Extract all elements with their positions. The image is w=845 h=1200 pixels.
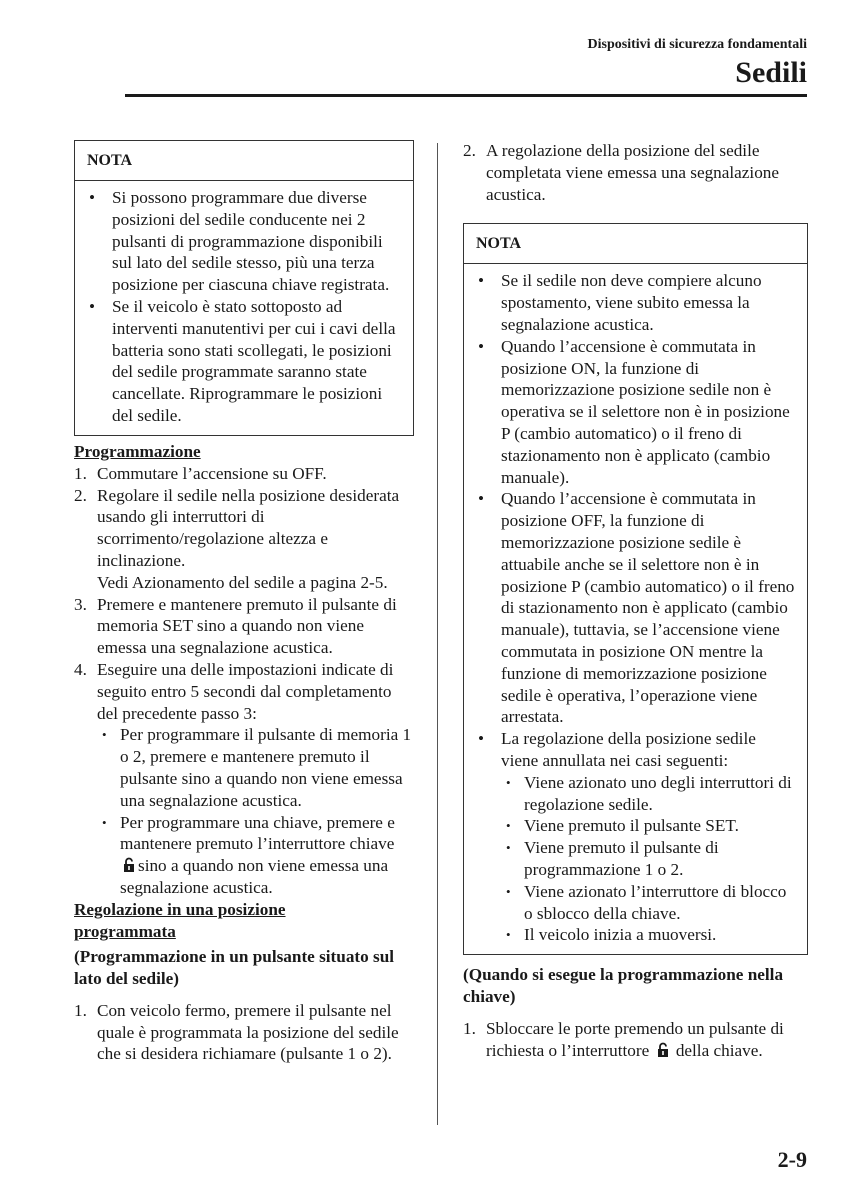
note-item: • La regolazione della posizione sedile viene annullata nei casi seguenti: • Viene azionato uno degli interruttori di regolazione sedile. • Viene premuto il pulsante SET. • Viene premuto il pulsante di programmazione 1 o 2. • Viene azionato l’interruttore di blocco o sblocco della chiave. • Il veicolo inizia a muoversi. xyxy=(476,728,797,946)
sub-bullet-list xyxy=(97,724,414,898)
unlock-icon xyxy=(657,1042,669,1057)
bullet-icon: • xyxy=(506,774,511,790)
bullet-icon: • xyxy=(102,727,107,743)
running-header xyxy=(588,36,807,90)
bullet-icon: • xyxy=(478,729,485,749)
note-item: • Si possono programmare due diverse posizioni del sedile conducente nei 2 pulsanti di programmazione disponibili sul lato del sedile stesso, più una terza posizione per ciascuna chiave registrata. xyxy=(89,188,390,295)
subheading-key-programming: (Quando si esegue la programmazione nella chiave) xyxy=(463,965,784,1007)
step: 1. Commutare l’accensione su OFF. xyxy=(74,463,327,483)
unlock-icon xyxy=(123,857,135,872)
bullet-icon: • xyxy=(478,271,485,291)
bullet-icon: • xyxy=(478,489,485,509)
recall-steps-continued xyxy=(463,140,808,205)
note-item: • Se il veicolo è stato sottoposto ad interventi manutentivi per cui i cavi della batteria sono stati scollegati, le posizioni del sedile programmate saranno state cancellate. Riprogrammare le posizioni del sedile. xyxy=(89,296,396,425)
bullet-icon: • xyxy=(89,188,96,207)
bullet-icon: • xyxy=(506,818,511,834)
sub-bullet-item: • Per programmare una chiave, premere e mantenere premuto l’interruttore chiave sino a quando non viene emessa una segnalazione acustica. xyxy=(102,812,395,897)
cross-reference[interactable]: Vedi Azionamento del sedile a pagina 2-5. xyxy=(97,572,388,592)
bullet-icon: • xyxy=(478,336,485,356)
key-steps xyxy=(463,1018,808,1062)
note-item: • Quando l’accensione è commutata in posizione ON, la funzione di memorizzazione posizione sedile non è operativa se il selettore non è in posizione P (cambio automatico) o il freno di stazionamento non è applicato (cambio manuale). xyxy=(478,336,790,487)
step: 1. Con veicolo fermo, premere il pulsante nel quale è programmata la posizione del sedile che si desidera richiamare (pulsante 1 o 2). xyxy=(74,1000,399,1064)
step: 3. Premere e mantenere premuto il pulsante di memoria SET sino a quando non viene emessa una segnalazione acustica. xyxy=(74,594,397,658)
bullet-icon: • xyxy=(89,296,96,316)
sub-bullet-item: • Per programmare il pulsante di memoria 1 o 2, premere e mantenere premuto il pulsante sino a quando non viene emessa una segnalazione acustica. xyxy=(102,725,412,810)
note-list xyxy=(75,181,413,435)
recall-steps xyxy=(74,1000,414,1065)
cancel-cases-list xyxy=(501,772,797,946)
bullet-icon: • xyxy=(506,840,511,856)
note-box xyxy=(74,140,414,436)
note-list xyxy=(464,264,807,954)
note-item: • Se il sedile non deve compiere alcuno spostamento, viene subito emessa la segnalazione acustica. xyxy=(478,271,762,334)
header-rule xyxy=(125,94,807,97)
programming-steps xyxy=(74,463,414,899)
bullet-icon: • xyxy=(506,883,511,899)
left-column xyxy=(74,140,414,1065)
cancel-case: • Viene premuto il pulsante di programmazione 1 o 2. xyxy=(506,838,719,879)
note-title: NOTA xyxy=(464,224,807,264)
column-divider xyxy=(437,143,438,1125)
page-number: 2-9 xyxy=(777,1147,807,1172)
page-title: Sedili xyxy=(735,56,807,89)
bullet-icon: • xyxy=(102,814,107,830)
section-label: Dispositivi di sicurezza fondamentali xyxy=(587,37,807,52)
note-box xyxy=(463,223,808,955)
cancel-case: • Viene azionato uno degli interruttori di regolazione sedile. xyxy=(506,772,792,814)
cancel-case: • Viene premuto il pulsante SET. xyxy=(506,816,739,836)
step: 1. Sbloccare le porte premendo un pulsante di richiesta o l’interruttore della chiave. xyxy=(463,1019,784,1060)
cancel-case: • Viene azionato l’interruttore di blocco o sblocco della chiave. xyxy=(506,881,787,923)
subheading-button-side: (Programmazione in un pulsante situato sul lato del sedile) xyxy=(74,946,395,988)
note-title: NOTA xyxy=(75,141,413,181)
bullet-icon: • xyxy=(506,927,511,943)
step: 2. Regolare il sedile nella posizione desiderata usando gli interruttori di scorrimento/regolazione altezza e inclinazione. Vedi Azionamento del sedile a pagina 2-5. xyxy=(74,485,400,592)
cancel-case: • Il veicolo inizia a muoversi. xyxy=(506,925,717,945)
section-heading-regolazione: Regolazione in una posizione programmata xyxy=(74,899,286,941)
step: 2. A regolazione della posizione del sedile completata viene emessa una segnalazione acustica. xyxy=(463,141,780,204)
right-column xyxy=(463,140,808,1062)
section-heading-programmazione: Programmazione xyxy=(74,441,201,461)
step: 4. Eseguire una delle impostazioni indicate di seguito entro 5 secondi dal completamento del precedente passo 3: • Per programmare il pulsante di memoria 1 o 2, premere e mantenere premuto il pulsante sino a quando non viene emessa una segnalazione acustica. • Per programmare una chiave, premere e mantenere premuto l’interruttore chiave sino a quando non viene emessa una segnalazione acustica. xyxy=(74,659,414,899)
note-item: • Quando l’accensione è commutata in posizione OFF, la funzione di memorizzazione posizione sedile è attuabile anche se il selettore non è in posizione P (cambio automatico) o il freno di stazionamento non è applicato (cambio manuale), tuttavia, se l’accensione viene commutata in posizione ON mentre la funzione di memorizzazione posizione sedile è operativa, l’operazione viene arrestata. xyxy=(478,489,795,727)
